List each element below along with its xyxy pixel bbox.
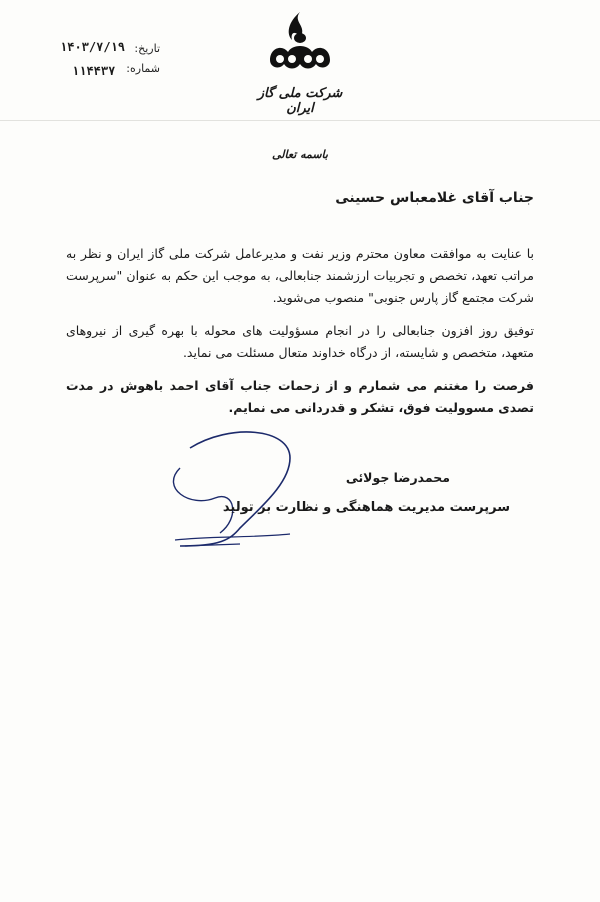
salutation: باسمه تعالی <box>272 148 328 161</box>
number-value: ۱۱۴۴۳۷ <box>72 64 116 78</box>
date-row <box>134 42 160 55</box>
date-value: ۱۴۰۳/۷/۱۹ <box>60 40 126 54</box>
paragraph-wishes: توفیق روز افزون جنابعالی را در انجام مسؤولیت های محوله با بهره گیری از نیروهای متعهد، متخصص و شایسته، از درگاه خداوند متعال مسئلت می نماید. <box>66 323 534 360</box>
recipient-line: جناب آقای غلامعباس حسینی <box>335 190 534 206</box>
paragraph-thanks: فرصت را مغتنم می شمارم و از زحمات جناب آقای احمد باهوش در مدت تصدی مسوولیت فوق، تشکر و قدردانی می نمایم. <box>66 378 534 415</box>
signatory-title: سرپرست مدیریت هماهنگی و نظارت بر تولید <box>222 500 510 515</box>
paragraph-appointment: با عنایت به موافقت معاون محترم وزیر نفت و مدیرعامل شرکت ملی گاز ایران و نظر به مراتب تعهد، تخصص و تجربیات ارزشمند جنابعالی، به موجب این حکم به عنوان "سرپرست شرکت مجتمع گاز پارس جنوبی" منصوب می‌شوید. <box>66 246 534 305</box>
date-label: تاریخ: <box>134 42 160 55</box>
company-name: شرکت ملی گاز ایران <box>257 86 343 116</box>
number-row <box>126 62 160 75</box>
letterhead-divider <box>0 120 600 121</box>
number-label: شماره: <box>126 62 160 75</box>
company-logo-icon <box>262 8 338 80</box>
handwritten-signature <box>120 428 360 558</box>
letterhead <box>0 0 600 120</box>
signatory-name: محمدرضا جولائی <box>345 470 450 485</box>
